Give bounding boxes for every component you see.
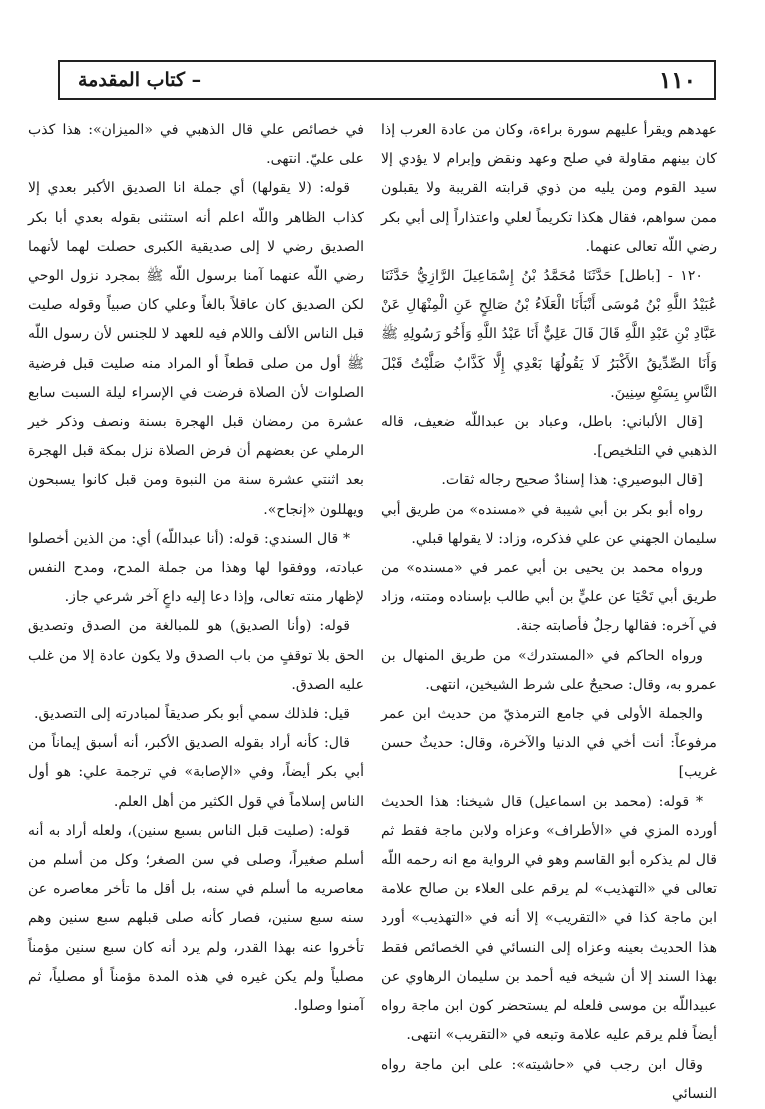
paragraph: في خصائص علي قال الذهبي في «الميزان»: هذا كذب على عليّ. انتهى. [28, 122, 364, 168]
running-title: – كتاب المقدمة [78, 69, 202, 91]
paragraph: ورواه محمد بن يحيى بن أبي عمر في «مسنده» من طريق أبي تَحْيَا عن عليٍّ بن أبي طالب بإسناده ومتنه، وزاد في آخره: فقالها رجلٌ فأصابته جنة. [381, 560, 717, 635]
paragraph: * قوله: (محمد بن اسماعيل) قال شيخنا: هذا الحديث أورده المزي في «الأطراف» وعزاه ولابن ماجة فقط ثم قال لم يذكره أبو القاسم وهو في الرواية مع انه رحمه اللّه تعالى في «التهذيب» لم يرقم على العلاء بن صالح علامة ابن ماجة كذا في «التقريب» إلا أنه في «التهذيب» أورد هذا الحديث بعينه وعزاه إلى النسائي في الخصائص فقط بهذا السند إلا أن شيخه فيه أحمد بن سليمان الرهاوي عن عبيداللّه بن موسى فلعله لم يستحضر كون ابن ماجة رواه أيضاً فلم يرقم عليه علامة وتبعه في «التقريب» انتهى. [381, 793, 717, 1044]
paragraph: رواه أبو بكر بن أبي شيبة في «مسنده» من طريق أبي سليمان الجهني عن علي فذكره، وزاد: لا يقولها قبلي. [381, 501, 717, 547]
page-header [58, 60, 716, 100]
paragraph: قوله: (صليت قبل الناس بسبع سنين)، ولعله أراد به أنه أسلم صغيراً، وصلى في سن الصغر؛ وكل من أسلم من معاصريه ما أسلم في سنه، بل أقل ما تأخر معاصره عن سنه سبع سنين، فصار كأنه صلى قبلهم سبع سنين وهم تأخروا عنه بهذا القدر، ولم يرد أنه كان سبع سنين مؤمناً مصلياً ولم يكن غيره في هذه المدة مؤمناً أو مصلياً، ثم آمنوا وصلوا. [28, 822, 364, 1015]
paragraph: قوله: (وأنا الصديق) هو للمبالغة من الصدق وتصديق الحق بلا توقفٍ من باب الصدق ولا يكون عادة إلا من غلب عليه الصدق. [28, 618, 364, 693]
page-number: ١١٠ [658, 66, 696, 94]
paragraph: قوله: (لا يقولها) أي جملة انا الصديق الأكبر بعدي إلا كذاب الظاهر واللّه اعلم أنه استثنى بقوله بعدي أبا بكر الصديق رضي لا إلى صديقية الكبرى حصلت لهما لأنهما رضي اللّه عنهما آمنا برسول اللّه ﷺ بمجرد نزول الوحي لكن الصديق كان عاقلاً بالغاً وعلي كان صبياً وقوله صليت قبل الناس الألف واللام فيه للعهد لا للجنس لأن رسول اللّه ﷺ أول من صلى قطعاً أو المراد منه صليت قبل فرضية الصلوات لأن الصلاة فرضت في الإسراء ليلة السبت سابع عشرة من رمضان قبل الهجرة بسنة ونصف وذكر خير الرملي عن بعضهم أن فرض الصلاة نزل بمكة قبل الهجرة بعد اثنتي عشرة سنة من النبوة ومن قبل كانوا يسبحون ويهللون «إنجاح». [28, 180, 364, 518]
paragraph: [قال الألباني: باطل، وعباد بن عبداللّه ضعيف، قاله الذهبي في التلخيص]. [381, 414, 717, 460]
paragraph: [قال البوصيري: هذا إسنادٌ صحيح رجاله ثقات. [441, 472, 703, 489]
paragraph: قيل: فلذلك سمي أبو بكر صديقاً لمبادرته إلى التصديق. [34, 706, 350, 723]
left-text-column [28, 116, 364, 1076]
paragraph: عهدهم ويقرأ عليهم سورة براءة، وكان من عادة العرب إذا كان بينهم مقاولة في صلح وعهد ونقض وإبرام لا يؤدي إلا سيد القوم ومن يليه من ذوي قرابته القريبة ولا يقبلون ممن سواهم، فقال هكذا تكريماً لعلي واعتذاراً إلى أبي بكر رضي اللّه تعالى عنهما. [381, 122, 717, 255]
paragraph: ورواه الحاكم في «المستدرك» من طريق المنهال بن عمرو به، وقال: صحيحٌ على شرط الشيخين، انتهى. [381, 647, 717, 693]
paragraph: وقال ابن رجب في «حاشيته»: على ابن ماجة رواه النسائي [381, 1056, 717, 1102]
right-text-column [381, 116, 717, 1102]
paragraph: * قال السندي: قوله: (أنا عبداللّه) أي: من الذين أخصلوا عبادته، ووفقوا لها وهذا من جملة المدح، ومدح النفس لإظهار منته تعالى، وإذا دعا إليه داعٍ آخر شرعي جاز. [28, 530, 364, 606]
paragraph: قال: كأنه أراد بقوله الصديق الأكبر، أنه أسبق إيماناً من أبي بكر أيضاً، وفي «الإصابة» في ترجمة علي: هو أول الناس إسلاماً في قول الكثير من أهل العلم. [28, 735, 364, 810]
hadith-text: ١٢٠ - [باطل] حَدَّثَنَا مُحَمَّدُ بْنُ إِسْمَاعِيلَ الرَّازِيُّ حَدَّثَنَا عُبَيْدُ اللَّهِ بْنُ مُوسَى أَنْبَأَنَا الْعَلَاءُ بْنُ صَالِحٍ عَنِ الْمِنْهَالِ عَنْ عَبَّادِ بْنِ عَبْدِ اللَّهِ قَالَ قَالَ عَلِيٌّ أَنَا عَبْدُ اللَّهِ وَأَخُو رَسُولِهِ ﷺ وَأَنَا الصِّدِّيقُ الأَكْبَرُ لَا يَقُولُهَا بَعْدِي إِلَّا كَذَّابٌ صَلَّيْتُ قَبْلَ النَّاسِ بِسَبْعِ سِنِينَ. [381, 268, 717, 401]
paragraph: والجملة الأولى في جامع الترمذيّ من حديث ابن عمر مرفوعاً: أنت أخي في الدنيا والآخرة، وقال: حديثٌ حسن غريب] [381, 706, 717, 781]
